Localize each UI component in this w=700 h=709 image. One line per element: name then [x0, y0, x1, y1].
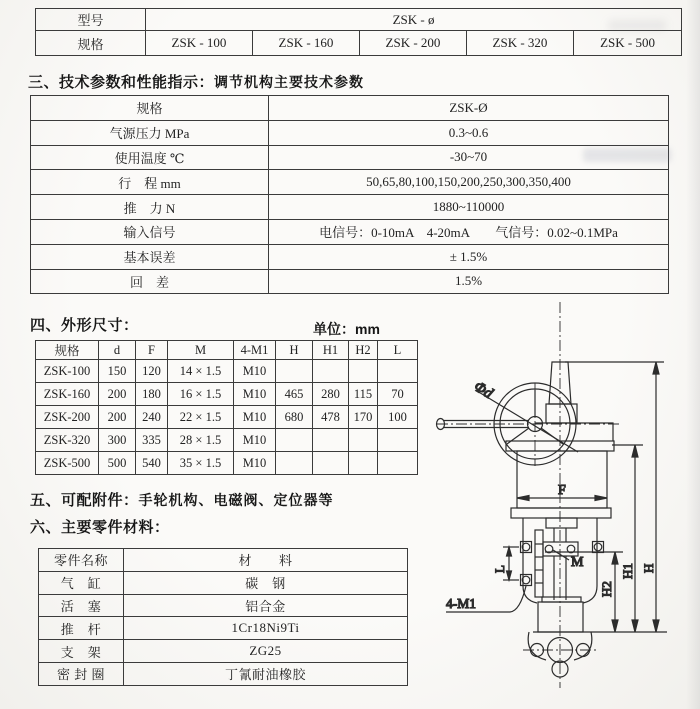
- material-value: ZG25: [124, 640, 408, 663]
- col-header: H1: [313, 341, 349, 360]
- param-label: 回 差: [31, 269, 269, 294]
- cell: 28 × 1.5: [168, 429, 234, 452]
- param-label: 规格: [31, 96, 269, 121]
- cell: M10: [234, 360, 276, 383]
- cell: 280: [313, 383, 349, 406]
- cell: 240: [136, 406, 168, 429]
- l-label: L: [492, 565, 507, 573]
- cell: [378, 429, 418, 452]
- cell: 70: [378, 383, 418, 406]
- section-4-title: 四、外形尺寸：: [30, 317, 139, 334]
- spec-value: ZSK - 500: [574, 31, 682, 56]
- cell: ZSK-200: [36, 406, 99, 429]
- material-value: 1Cr18Ni9Ti: [124, 617, 408, 640]
- section-6-heading: [30, 516, 170, 537]
- cell: 16 × 1.5: [168, 383, 234, 406]
- table-header-row: [39, 549, 408, 572]
- table-row: [31, 170, 669, 195]
- part-name: 气 缸: [39, 571, 124, 594]
- m-label: M: [571, 555, 584, 570]
- table-row: [39, 640, 408, 663]
- cell: 180: [136, 383, 168, 406]
- cell: 115: [349, 383, 378, 406]
- spec-value: ZSK - 160: [253, 31, 360, 56]
- section-5-heading: [30, 489, 334, 510]
- col-header: L: [378, 341, 418, 360]
- section-5-title: 五、可配附件：: [30, 492, 139, 509]
- cell: ZSK-500: [36, 452, 99, 475]
- col-header: d: [99, 341, 136, 360]
- block-lip: [542, 597, 581, 602]
- cell: [313, 429, 349, 452]
- table-row: [39, 662, 408, 685]
- table-row: [39, 571, 408, 594]
- part-name: 活 塞: [39, 594, 124, 617]
- col-header: F: [136, 341, 168, 360]
- param-value: ± 1.5%: [269, 244, 669, 269]
- col-header: H: [276, 341, 313, 360]
- col-header: 4-M1: [234, 341, 276, 360]
- cell: M10: [234, 406, 276, 429]
- cell: 200: [99, 383, 136, 406]
- table-row: [36, 452, 418, 475]
- actuator-outline-drawing: [430, 295, 700, 709]
- cell: 170: [349, 406, 378, 429]
- coupling: [543, 542, 578, 556]
- cell: 22 × 1.5: [168, 406, 234, 429]
- section-5-subtitle: 手轮机构、电磁阀、定位器等: [138, 492, 334, 508]
- param-value: 1.5%: [269, 269, 669, 294]
- h-label: H: [641, 563, 656, 573]
- technical-parameters-table: [30, 95, 669, 294]
- part-name: 支 架: [39, 640, 124, 663]
- cell: 300: [99, 429, 136, 452]
- table-header-row: [36, 341, 418, 360]
- section-3-title: 三、技术参数和性能指示：: [28, 74, 215, 91]
- cell: 14 × 1.5: [168, 360, 234, 383]
- param-value: -30~70: [269, 145, 669, 170]
- cell: 465: [276, 383, 313, 406]
- cell: 35 × 1.5: [168, 452, 234, 475]
- table-row: [31, 195, 669, 220]
- f-label: F: [558, 483, 566, 498]
- section-6-title: 六、主要零件材料：: [30, 519, 170, 536]
- cell: 100: [378, 406, 418, 429]
- table-row: [31, 145, 669, 170]
- col-header: H2: [349, 341, 378, 360]
- material-value: 铝合金: [124, 594, 408, 617]
- param-label: 输入信号: [31, 219, 269, 244]
- cell: [276, 429, 313, 452]
- table-row: [31, 96, 669, 121]
- cell: ZSK-320: [36, 429, 99, 452]
- table-row: [39, 594, 408, 617]
- phi-d-leader: [477, 391, 578, 452]
- cell: M10: [234, 383, 276, 406]
- param-value: ZSK-Ø: [269, 96, 669, 121]
- table-row: [31, 269, 669, 294]
- param-label: 行 程 mm: [31, 170, 269, 195]
- cell: 680: [276, 406, 313, 429]
- param-label: 基本误差: [31, 244, 269, 269]
- param-label: 推 力 N: [31, 195, 269, 220]
- cell: [276, 360, 313, 383]
- section-3-subtitle: 调节机构主要技术参数: [214, 74, 365, 90]
- param-value: 电信号：0-10mA 4-20mA 气信号：0.02~0.1MPa: [269, 219, 669, 244]
- cell: [349, 429, 378, 452]
- cell: [276, 452, 313, 475]
- table-row: [36, 31, 682, 56]
- cell: 150: [99, 360, 136, 383]
- spec-value: ZSK - 100: [146, 31, 253, 56]
- h1-label: H1: [620, 563, 635, 579]
- guide-bar: [535, 530, 543, 597]
- cell: 500: [99, 452, 136, 475]
- table-row: [36, 406, 418, 429]
- spec-value: ZSK - 320: [467, 31, 574, 56]
- materials-table: [38, 548, 408, 686]
- col-header: 材 料: [124, 549, 408, 572]
- bolts: [521, 542, 604, 586]
- param-value: 1880~110000: [269, 195, 669, 220]
- cell: 120: [136, 360, 168, 383]
- table-row: [36, 9, 682, 31]
- table-row: [31, 120, 669, 145]
- model-value: ZSK - ø: [146, 9, 682, 31]
- cell: ZSK-160: [36, 383, 99, 406]
- cell: 540: [136, 452, 168, 475]
- spec-value: ZSK - 200: [360, 31, 467, 56]
- table-row: [36, 429, 418, 452]
- cylinder-body: [517, 451, 607, 508]
- table-row: [39, 617, 408, 640]
- cell: [313, 360, 349, 383]
- cell: 335: [136, 429, 168, 452]
- table-row: [31, 244, 669, 269]
- material-value: 丁氰耐油橡胶: [124, 662, 408, 685]
- col-header: 零件名称: [39, 549, 124, 572]
- material-value: 碳 钢: [124, 571, 408, 594]
- cell: 478: [313, 406, 349, 429]
- table-row: [31, 219, 669, 244]
- bottom-flange: [511, 508, 611, 518]
- part-name: 推 杆: [39, 617, 124, 640]
- l-dimension: [503, 547, 519, 580]
- cell: [349, 452, 378, 475]
- spec-row-label: 规格: [36, 31, 146, 56]
- param-label: 气源压力 MPa: [31, 120, 269, 145]
- four-m1-label: 4-M1: [446, 596, 476, 611]
- col-header: M: [168, 341, 234, 360]
- cell: [378, 452, 418, 475]
- model-row-label: 型号: [36, 9, 146, 31]
- lower-block: [538, 602, 583, 632]
- unit-label: 单位：mm: [313, 321, 380, 337]
- param-value: 50,65,80,100,150,200,250,300,350,400: [269, 170, 669, 195]
- phi-d-label: Φd: [470, 378, 496, 403]
- param-value: 0.3~0.6: [269, 120, 669, 145]
- h1-dimension: [612, 445, 643, 632]
- table-row: [36, 383, 418, 406]
- cell: [349, 360, 378, 383]
- cell: [313, 452, 349, 475]
- h2-label: H2: [599, 581, 614, 597]
- param-label: 使用温度 ℃: [31, 145, 269, 170]
- cell: 200: [99, 406, 136, 429]
- rod-top-plate: [546, 518, 577, 528]
- dimensions-table: [35, 340, 418, 475]
- part-name: 密 封 圈: [39, 662, 124, 685]
- table-row: [36, 360, 418, 383]
- model-spec-table: [35, 8, 682, 56]
- cell: M10: [234, 452, 276, 475]
- section-4-heading: [30, 314, 139, 335]
- col-header: 规格: [36, 341, 99, 360]
- cell: M10: [234, 429, 276, 452]
- cell: [378, 360, 418, 383]
- section-3-heading: [28, 71, 364, 92]
- cell: ZSK-100: [36, 360, 99, 383]
